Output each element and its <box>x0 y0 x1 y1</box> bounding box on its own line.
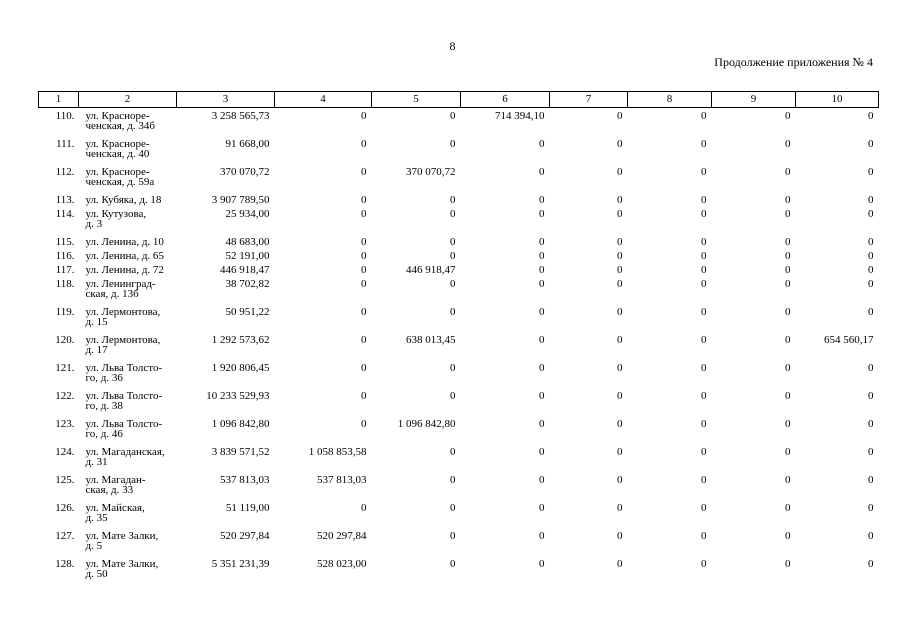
value-cell-9: 0 <box>785 475 791 486</box>
value-cell-10: 0 <box>868 251 874 262</box>
value-cell-7: 0 <box>617 279 623 290</box>
row-number: 124. <box>55 447 75 458</box>
row-number: 111. <box>56 139 75 150</box>
value-cell-9: 0 <box>785 237 791 248</box>
address-cell <box>79 209 177 237</box>
address-line: ул. Ленинград- <box>85 279 156 290</box>
address-cell <box>79 419 177 447</box>
column-header-2: 2 <box>79 92 177 108</box>
address-line: ская, д. 33 <box>85 484 134 496</box>
row-number: 112. <box>55 167 75 178</box>
value-cell-8: 0 <box>701 279 707 290</box>
value-cell-10: 654 560,17 <box>824 335 874 346</box>
address-line: ул. Красноре- <box>85 110 150 122</box>
value-cell-3: 50 951,22 <box>225 307 270 318</box>
value-cell-4: 0 <box>361 279 367 290</box>
value-cell-6: 0 <box>539 503 545 514</box>
address-line: ул. Ленина, д. 10 <box>85 237 164 248</box>
value-cell-4: 0 <box>361 209 367 220</box>
row-number: 116. <box>55 251 75 262</box>
value-cell-8: 0 <box>701 391 707 402</box>
address-line: д. 50 <box>85 568 108 580</box>
value-cell-7: 0 <box>617 447 623 458</box>
value-cell-7: 0 <box>617 363 623 374</box>
address-cell <box>79 237 177 251</box>
header-row <box>39 92 879 108</box>
value-cell-6: 0 <box>539 335 545 346</box>
address-line: д. 5 <box>85 540 103 552</box>
value-cell-10: 0 <box>868 419 874 430</box>
value-cell-3: 91 668,00 <box>225 139 270 150</box>
address-cell <box>79 167 177 195</box>
value-cell-7: 0 <box>617 167 623 178</box>
column-header-7: 7 <box>550 92 628 108</box>
value-cell-8: 0 <box>701 559 707 570</box>
value-cell-5: 0 <box>450 237 456 248</box>
value-cell-4: 0 <box>361 110 367 122</box>
value-cell-5: 0 <box>450 363 456 374</box>
value-cell-4: 0 <box>361 251 367 262</box>
value-cell-7: 0 <box>617 335 623 346</box>
value-cell-9: 0 <box>785 419 791 430</box>
address-cell <box>79 307 177 335</box>
value-cell-5: 0 <box>450 279 456 290</box>
value-cell-9: 0 <box>785 559 791 570</box>
value-cell-7: 0 <box>617 531 623 542</box>
value-cell-6: 0 <box>539 251 545 262</box>
value-cell-4: 520 297,84 <box>317 531 367 542</box>
value-cell-3: 537 813,03 <box>220 475 270 486</box>
address-line: д. 3 <box>85 218 103 230</box>
value-cell-6: 0 <box>539 419 545 430</box>
value-cell-8: 0 <box>701 209 707 220</box>
address-line: ул. Лермонтова, <box>85 307 161 318</box>
value-cell-3: 3 258 565,73 <box>211 110 270 122</box>
table-row <box>39 363 879 391</box>
table-body <box>39 108 879 588</box>
row-number: 123. <box>55 419 75 430</box>
value-cell-5: 0 <box>450 503 456 514</box>
value-cell-3: 5 351 231,39 <box>211 559 270 570</box>
column-header-4: 4 <box>275 92 372 108</box>
address-cell <box>79 335 177 363</box>
table-row <box>39 251 879 265</box>
address-line: ская, д. 13б <box>85 288 139 300</box>
value-cell-4: 0 <box>361 265 367 276</box>
address-line: ул. Лермонтова, <box>85 335 161 346</box>
value-cell-9: 0 <box>785 279 791 290</box>
value-cell-4: 528 023,00 <box>317 559 367 570</box>
row-number: 114. <box>55 209 75 220</box>
address-line: ул. Красноре- <box>85 139 150 150</box>
value-cell-8: 0 <box>701 237 707 248</box>
value-cell-7: 0 <box>617 475 623 486</box>
value-cell-5: 0 <box>450 139 456 150</box>
column-header-9: 9 <box>712 92 796 108</box>
value-cell-9: 0 <box>785 251 791 262</box>
table-row <box>39 335 879 363</box>
value-cell-4: 0 <box>361 335 367 346</box>
value-cell-10: 0 <box>868 307 874 318</box>
value-cell-5: 0 <box>450 559 456 570</box>
value-cell-8: 0 <box>701 139 707 150</box>
address-line: ул. Магаданская, <box>85 447 165 458</box>
table-row <box>39 475 879 503</box>
value-cell-10: 0 <box>868 475 874 486</box>
value-cell-7: 0 <box>617 209 623 220</box>
address-cell <box>79 363 177 391</box>
value-cell-6: 0 <box>539 391 545 402</box>
row-number: 119. <box>55 307 75 318</box>
row-number: 115. <box>55 237 75 248</box>
value-cell-8: 0 <box>701 167 707 178</box>
row-number: 125. <box>55 475 75 486</box>
page-number: 8 <box>449 39 456 53</box>
address-line: ул. Кубяка, д. 18 <box>85 195 162 206</box>
value-cell-3: 1 096 842,80 <box>211 419 270 430</box>
value-cell-7: 0 <box>617 503 623 514</box>
address-line: д. 35 <box>85 512 108 524</box>
address-line: го, д. 36 <box>85 372 123 384</box>
address-line: д. 15 <box>85 316 108 328</box>
value-cell-6: 0 <box>539 531 545 542</box>
address-line: ул. Магадан- <box>85 475 146 486</box>
value-cell-6: 0 <box>539 447 545 458</box>
value-cell-5: 638 013,45 <box>406 335 456 346</box>
address-line: го, д. 46 <box>85 428 123 440</box>
value-cell-8: 0 <box>701 110 707 122</box>
value-cell-8: 0 <box>701 251 707 262</box>
value-cell-6: 0 <box>539 139 545 150</box>
value-cell-6: 0 <box>539 307 545 318</box>
value-cell-9: 0 <box>785 265 791 276</box>
value-cell-5: 0 <box>450 531 456 542</box>
table-row <box>39 531 879 559</box>
row-number: 110. <box>55 110 75 122</box>
address-line: ул. Ленина, д. 72 <box>85 265 164 276</box>
value-cell-10: 0 <box>868 209 874 220</box>
address-cell <box>79 475 177 503</box>
address-line: ул. Льва Толсто- <box>85 363 163 374</box>
address-line: ченская, д. 40 <box>85 148 150 160</box>
address-cell <box>79 108 177 140</box>
value-cell-10: 0 <box>868 110 874 122</box>
value-cell-7: 0 <box>617 265 623 276</box>
value-cell-3: 38 702,82 <box>225 279 270 290</box>
value-cell-5: 0 <box>450 110 456 122</box>
value-cell-5: 446 918,47 <box>406 265 456 276</box>
continuation-caption: Продолжение приложения № 4 <box>714 55 873 69</box>
table-row <box>39 167 879 195</box>
address-line: ченская, д. 34б <box>85 120 155 132</box>
value-cell-7: 0 <box>617 110 623 122</box>
table-row <box>39 419 879 447</box>
value-cell-3: 1 920 806,45 <box>211 363 270 374</box>
table-row <box>39 108 879 140</box>
value-cell-9: 0 <box>785 167 791 178</box>
column-header-8: 8 <box>628 92 712 108</box>
value-cell-9: 0 <box>785 391 791 402</box>
value-cell-5: 370 070,72 <box>406 167 456 178</box>
column-header-1: 1 <box>39 92 79 108</box>
value-cell-8: 0 <box>701 475 707 486</box>
value-cell-10: 0 <box>868 503 874 514</box>
address-cell <box>79 139 177 167</box>
value-cell-8: 0 <box>701 419 707 430</box>
address-line: д. 31 <box>85 456 108 468</box>
table-row <box>39 307 879 335</box>
table-row <box>39 447 879 475</box>
value-cell-3: 51 119,00 <box>225 503 270 514</box>
value-cell-4: 0 <box>361 307 367 318</box>
value-cell-6: 0 <box>539 209 545 220</box>
value-cell-10: 0 <box>868 391 874 402</box>
table-row <box>39 503 879 531</box>
value-cell-6: 0 <box>539 559 545 570</box>
table-row <box>39 209 879 237</box>
row-number: 128. <box>55 559 75 570</box>
value-cell-10: 0 <box>868 531 874 542</box>
table-row <box>39 391 879 419</box>
table-row <box>39 237 879 251</box>
row-number: 118. <box>55 279 75 290</box>
value-cell-10: 0 <box>868 195 874 206</box>
row-number: 121. <box>55 363 75 374</box>
address-cell <box>79 195 177 209</box>
value-cell-10: 0 <box>868 237 874 248</box>
address-line: ул. Кутузова, <box>85 209 147 220</box>
value-cell-10: 0 <box>868 279 874 290</box>
address-line: ул. Мате Залки, <box>85 531 159 542</box>
address-cell <box>79 503 177 531</box>
address-cell <box>79 531 177 559</box>
value-cell-6: 714 394,10 <box>495 110 545 122</box>
value-cell-10: 0 <box>868 447 874 458</box>
value-cell-3: 370 070,72 <box>220 167 270 178</box>
value-cell-3: 1 292 573,62 <box>211 335 270 346</box>
row-number: 120. <box>55 335 75 346</box>
value-cell-7: 0 <box>617 559 623 570</box>
value-cell-8: 0 <box>701 265 707 276</box>
value-cell-9: 0 <box>785 307 791 318</box>
row-number: 117. <box>55 265 75 276</box>
value-cell-3: 3 839 571,52 <box>211 447 270 458</box>
address-cell <box>79 265 177 279</box>
address-cell <box>79 251 177 265</box>
address-line: ченская, д. 59а <box>85 176 155 188</box>
value-cell-8: 0 <box>701 335 707 346</box>
address-cell <box>79 559 177 587</box>
value-cell-4: 0 <box>361 195 367 206</box>
value-cell-7: 0 <box>617 391 623 402</box>
table-row <box>39 279 879 307</box>
table-row <box>39 559 879 587</box>
value-cell-3: 446 918,47 <box>220 265 270 276</box>
value-cell-7: 0 <box>617 419 623 430</box>
value-cell-4: 0 <box>361 419 367 430</box>
value-cell-9: 0 <box>785 195 791 206</box>
value-cell-9: 0 <box>785 531 791 542</box>
address-line: ул. Льва Толсто- <box>85 391 163 402</box>
value-cell-3: 520 297,84 <box>220 531 270 542</box>
value-cell-5: 0 <box>450 195 456 206</box>
value-cell-4: 0 <box>361 237 367 248</box>
value-cell-9: 0 <box>785 110 791 122</box>
address-line: ул. Льва Толсто- <box>85 419 163 430</box>
value-cell-8: 0 <box>701 195 707 206</box>
row-number: 113. <box>55 195 75 206</box>
row-number: 122. <box>55 391 75 402</box>
value-cell-9: 0 <box>785 447 791 458</box>
value-cell-9: 0 <box>785 503 791 514</box>
column-header-10: 10 <box>796 92 879 108</box>
address-line: ул. Майская, <box>85 503 145 514</box>
value-cell-10: 0 <box>868 139 874 150</box>
address-line: ул. Ленина, д. 65 <box>85 251 164 262</box>
value-cell-8: 0 <box>701 307 707 318</box>
value-cell-8: 0 <box>701 447 707 458</box>
value-cell-9: 0 <box>785 139 791 150</box>
appendix-table <box>38 91 879 587</box>
value-cell-7: 0 <box>617 195 623 206</box>
value-cell-6: 0 <box>539 265 545 276</box>
value-cell-5: 0 <box>450 391 456 402</box>
value-cell-6: 0 <box>539 237 545 248</box>
address-cell <box>79 391 177 419</box>
value-cell-3: 10 233 529,93 <box>206 391 270 402</box>
address-line: го, д. 38 <box>85 400 123 412</box>
value-cell-5: 0 <box>450 209 456 220</box>
table-row <box>39 139 879 167</box>
value-cell-7: 0 <box>617 251 623 262</box>
value-cell-9: 0 <box>785 209 791 220</box>
value-cell-4: 0 <box>361 363 367 374</box>
value-cell-8: 0 <box>701 531 707 542</box>
column-header-3: 3 <box>177 92 275 108</box>
value-cell-7: 0 <box>617 307 623 318</box>
address-cell <box>79 279 177 307</box>
value-cell-9: 0 <box>785 363 791 374</box>
value-cell-4: 0 <box>361 391 367 402</box>
value-cell-10: 0 <box>868 363 874 374</box>
value-cell-5: 1 096 842,80 <box>397 419 456 430</box>
row-number: 126. <box>55 503 75 514</box>
value-cell-10: 0 <box>868 167 874 178</box>
value-cell-5: 0 <box>450 307 456 318</box>
value-cell-6: 0 <box>539 279 545 290</box>
address-line: д. 17 <box>85 344 108 356</box>
value-cell-4: 0 <box>361 139 367 150</box>
column-header-6: 6 <box>461 92 550 108</box>
value-cell-6: 0 <box>539 195 545 206</box>
value-cell-3: 52 191,00 <box>225 251 270 262</box>
value-cell-10: 0 <box>868 559 874 570</box>
value-cell-3: 48 683,00 <box>225 237 270 248</box>
value-cell-10: 0 <box>868 265 874 276</box>
value-cell-6: 0 <box>539 363 545 374</box>
value-cell-4: 0 <box>361 167 367 178</box>
column-header-5: 5 <box>372 92 461 108</box>
table-row <box>39 195 879 209</box>
value-cell-9: 0 <box>785 335 791 346</box>
value-cell-6: 0 <box>539 475 545 486</box>
value-cell-7: 0 <box>617 139 623 150</box>
value-cell-8: 0 <box>701 503 707 514</box>
value-cell-6: 0 <box>539 167 545 178</box>
table-row <box>39 265 879 279</box>
value-cell-7: 0 <box>617 237 623 248</box>
row-number: 127. <box>55 531 75 542</box>
value-cell-4: 0 <box>361 503 367 514</box>
value-cell-4: 537 813,03 <box>317 475 367 486</box>
value-cell-3: 25 934,00 <box>225 209 270 220</box>
value-cell-8: 0 <box>701 363 707 374</box>
address-line: ул. Мате Залки, <box>85 559 159 570</box>
address-cell <box>79 447 177 475</box>
value-cell-5: 0 <box>450 447 456 458</box>
value-cell-3: 3 907 789,50 <box>211 195 270 206</box>
value-cell-5: 0 <box>450 251 456 262</box>
address-line: ул. Красноре- <box>85 167 150 178</box>
value-cell-4: 1 058 853,58 <box>308 447 367 458</box>
value-cell-5: 0 <box>450 475 456 486</box>
